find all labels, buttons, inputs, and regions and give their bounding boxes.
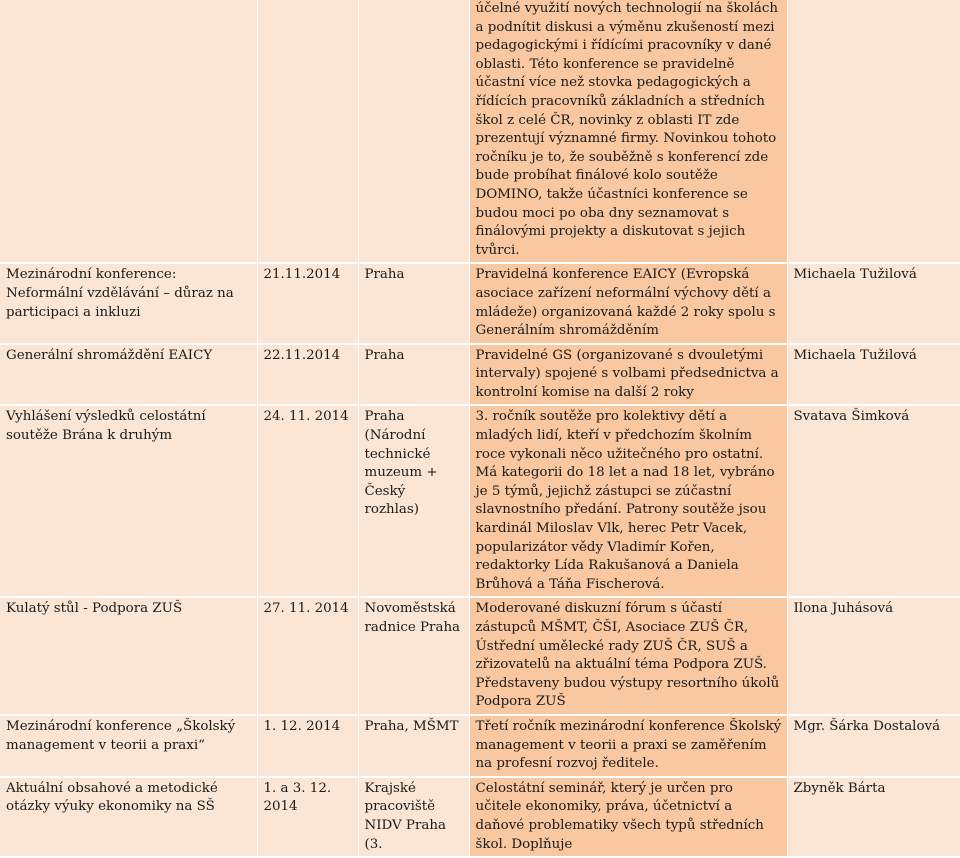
table-row: [0, 0, 960, 263]
place-cell: Novoměstská radnice Praha: [358, 597, 469, 715]
contact-person-cell: Zbyněk Bárta: [787, 777, 960, 857]
contact-person-cell: Michaela Tužilová: [787, 263, 960, 343]
date-cell: 27. 11. 2014: [257, 597, 358, 715]
place-cell: Praha (Národní technické muzeum + Český rozhlas): [358, 405, 469, 597]
event-cell: Mezinárodní konference „Školský management v teorii a praxi“: [0, 715, 257, 777]
contact-person-cell: Michaela Tužilová: [787, 344, 960, 406]
date-cell: 21.11.2014: [257, 263, 358, 343]
event-cell: Kulatý stůl - Podpora ZUŠ: [0, 597, 257, 715]
place-cell: Praha: [358, 263, 469, 343]
description-cell: Třetí ročník mezinárodní konference Školský management v teorii a praxi se zaměřením na profesní rozvoj ředitele.: [469, 715, 787, 777]
date-cell: 1. a 3. 12. 2014: [257, 777, 358, 857]
table-row: [0, 405, 960, 597]
event-cell: [0, 0, 257, 263]
table-row: [0, 263, 960, 343]
description-cell: Pravidelná konference EAICY (Evropská asociace zařízení neformální výchovy dětí a mládeže) organizovaná každé 2 roky spolu s Generálním shromážděním: [469, 263, 787, 343]
contact-person-cell: Svatava Šimková: [787, 405, 960, 597]
table-row: [0, 344, 960, 406]
place-cell: [358, 0, 469, 263]
date-cell: 22.11.2014: [257, 344, 358, 406]
description-cell: účelné využití nových technologií na školách a podnítit diskusi a výměnu zkušeností mezi pedagogickými i řídícími pracovníky v dané oblasti. Této konference se pravidelně účastní více než stovka pedagogických a řídících pracovníků základních a středních škol z celé ČR, novinky z oblasti IT zde prezentují významné firmy. Novinkou tohoto ročníku je to, že souběžně s konferencí zde bude probíhat finálové kolo soutěže DOMINO, takže účastníci konference se budou moci po oba dny seznamovat s finálovými projekty a diskutovat s jejich tvůrci.: [469, 0, 787, 263]
table-row: [0, 597, 960, 715]
event-cell: Vyhlášení výsledků celostátní soutěže Brána k druhým: [0, 405, 257, 597]
place-cell: Krajské pracoviště NIDV Praha (3.: [358, 777, 469, 857]
date-cell: 24. 11. 2014: [257, 405, 358, 597]
table-row: [0, 715, 960, 777]
contact-person-cell: Ilona Juhásová: [787, 597, 960, 715]
contact-person-cell: [787, 0, 960, 263]
description-cell: Moderované diskuzní fórum s účastí zástupců MŠMT, ČŠI, Asociace ZUŠ ČR, Ústřední umělecké rady ZUŠ ČR, SUŠ a zřizovatelů na aktuální téma Podpora ZUŠ. Představeny budou výstupy resortního úkolů Podpora ZUŠ: [469, 597, 787, 715]
description-cell: Pravidelné GS (organizované s dvouletými intervaly) spojené s volbami předsednictva a kontrolní komise na další 2 roky: [469, 344, 787, 406]
place-cell: Praha: [358, 344, 469, 406]
contact-person-cell: Mgr. Šárka Dostalová: [787, 715, 960, 777]
description-cell: 3. ročník soutěže pro kolektivy dětí a mladých lidí, kteří v předchozím školním roce vykonali něco užitečného pro ostatní. Má kategorii do 18 let a nad 18 let, vybráno je 5 týmů, jejichž zástupci se zúčastní slavnostního předání. Patrony soutěže jsou kardinál Miloslav Vlk, herec Petr Vacek, popularizátor vědy Vladimír Kořen, redaktorky Lída Rakušanová a Daniela Brůhová a Táňa Fischerová.: [469, 405, 787, 597]
table-row: [0, 777, 960, 857]
date-cell: [257, 0, 358, 263]
date-cell: 1. 12. 2014: [257, 715, 358, 777]
event-cell: Generální shromáždění EAICY: [0, 344, 257, 406]
event-cell: Aktuální obsahové a metodické otázky výuky ekonomiky na SŠ: [0, 777, 257, 857]
description-cell: Celostátní seminář, který je určen pro učitele ekonomiky, práva, účetnictví a daňové problematiky všech typů středních škol. Doplňuje: [469, 777, 787, 857]
place-cell: Praha, MŠMT: [358, 715, 469, 777]
event-cell: Mezinárodní konference: Neformální vzdělávání – důraz na participaci a inkluzi: [0, 263, 257, 343]
